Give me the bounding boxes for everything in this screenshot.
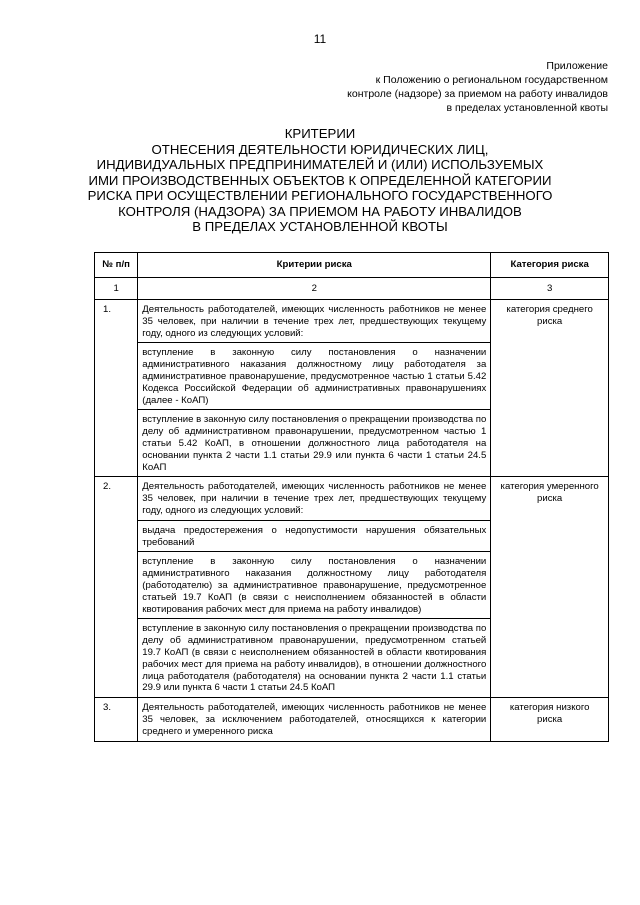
column-header-number: № п/п [95, 253, 138, 278]
title-line: КРИТЕРИИ [284, 126, 356, 141]
criterion-text: Деятельность работодателей, имеющих численность работников не менее 35 человек, при наличии в течение трех лет, предшествующих текущему году, одного из следующих условий: [138, 300, 490, 343]
table-row [95, 477, 609, 698]
table-row [95, 698, 609, 741]
column-header-criteria: Критерии риска [138, 253, 491, 278]
criteria-cell [138, 300, 491, 477]
title-line: ОТНЕСЕНИЯ ДЕЯТЕЛЬНОСТИ ЮРИДИЧЕСКИХ ЛИЦ, [151, 141, 489, 157]
title-line: В ПРЕДЕЛАХ УСТАНОВЛЕННОЙ КВОТЫ [192, 219, 448, 234]
appendix-line: Приложение [546, 60, 608, 72]
criterion-text: вступление в законную силу постановления о прекращении производства по делу об административном правонарушении, предусмотренном частью 1 статьи 5.42 КоАП, в отношении должностного лица работодателя на основании пункта 2 части 1.1 статьи 29.9 или пункта 6 части 1 статьи 24.5 КоАП [142, 414, 487, 473]
criterion-text: вступление в законную силу постановления о назначении административного наказания должностному лицу работодателя (работодателю) за административное правонарушение, предусмотренное статьей 19.7 КоАП (в связи с неисполнением обязанностей в области квотирования рабочих мест для приема на работу инвалидов) [138, 552, 490, 619]
appendix-header [288, 59, 608, 115]
criteria-cell [138, 698, 491, 741]
criterion-text: вступление в законную силу постановления о назначении административного наказания должностному лицу работодателя за административное правонарушение, предусмотренное частью 1 статьи 5.42 Кодекса Российской Федерации об административных правонарушениях (далее - КоАП) [138, 343, 490, 410]
criterion-text: вступление в законную силу постановления о прекращении производства по делу об административном правонарушении, предусмотренном статьей 19.7 КоАП (в связи с неисполнением обязанностей в области квотирования рабочих мест для приема на работу инвалидов), в отношении должностного лица работодателя (работодателя) на основании пункта 2 части 1.1 статьи 29.9 или пункта 6 части 1 статьи 24.5 КоАП [142, 623, 487, 694]
column-number: 2 [138, 278, 491, 300]
table-row [95, 300, 609, 477]
row-number: 1. [95, 300, 138, 477]
risk-category: категория низкого риска [491, 698, 609, 741]
row-number: 2. [95, 477, 138, 698]
column-header-category: Категория риска [491, 253, 609, 278]
appendix-line: контроле (надзоре) за приемом на работу инвалидов [347, 88, 608, 100]
table-header-row [95, 253, 609, 278]
appendix-line: в пределах установленной квоты [446, 102, 608, 114]
title-line: РИСКА ПРИ ОСУЩЕСТВЛЕНИИ РЕГИОНАЛЬНОГО ГОСУДАРСТВЕННОГО [87, 188, 553, 203]
title-line: КОНТРОЛЯ (НАДЗОРА) ЗА ПРИЕМОМ НА РАБОТУ ИНВАЛИДОВ [118, 203, 522, 219]
criteria-cell [138, 477, 491, 698]
column-number-row [95, 278, 609, 300]
title-line: ИНДИВИДУАЛЬНЫХ ПРЕДПРИНИМАТЕЛЕЙ И (ИЛИ) ИСПОЛЬЗУЕМЫХ [96, 157, 544, 172]
title-line: ИМИ ПРОИЗВОДСТВЕННЫХ ОБЪЕКТОВ К ОПРЕДЕЛЕННОЙ КАТЕГОРИИ [88, 172, 552, 188]
row-number: 3. [95, 698, 138, 741]
criterion-text: Деятельность работодателей, имеющих численность работников не менее 35 человек, за исключением работодателей, относящихся к категории среднего и умеренного риска [142, 702, 487, 737]
criteria-table [94, 252, 609, 742]
risk-category: категория среднего риска [491, 300, 609, 477]
document-title [60, 126, 580, 235]
page-number: 11 [313, 32, 327, 46]
criterion-text: Деятельность работодателей, имеющих численность работников не менее 35 человек, при наличии в течение трех лет, предшествующих текущему году, одного из следующих условий: [138, 477, 490, 520]
criterion-text: выдача предостережения о недопустимости нарушения обязательных требований [138, 521, 490, 553]
risk-category: категория умеренного риска [491, 477, 609, 698]
column-number: 3 [491, 278, 609, 300]
column-number: 1 [95, 278, 138, 300]
appendix-line: к Положению о региональном государственном [375, 74, 608, 86]
